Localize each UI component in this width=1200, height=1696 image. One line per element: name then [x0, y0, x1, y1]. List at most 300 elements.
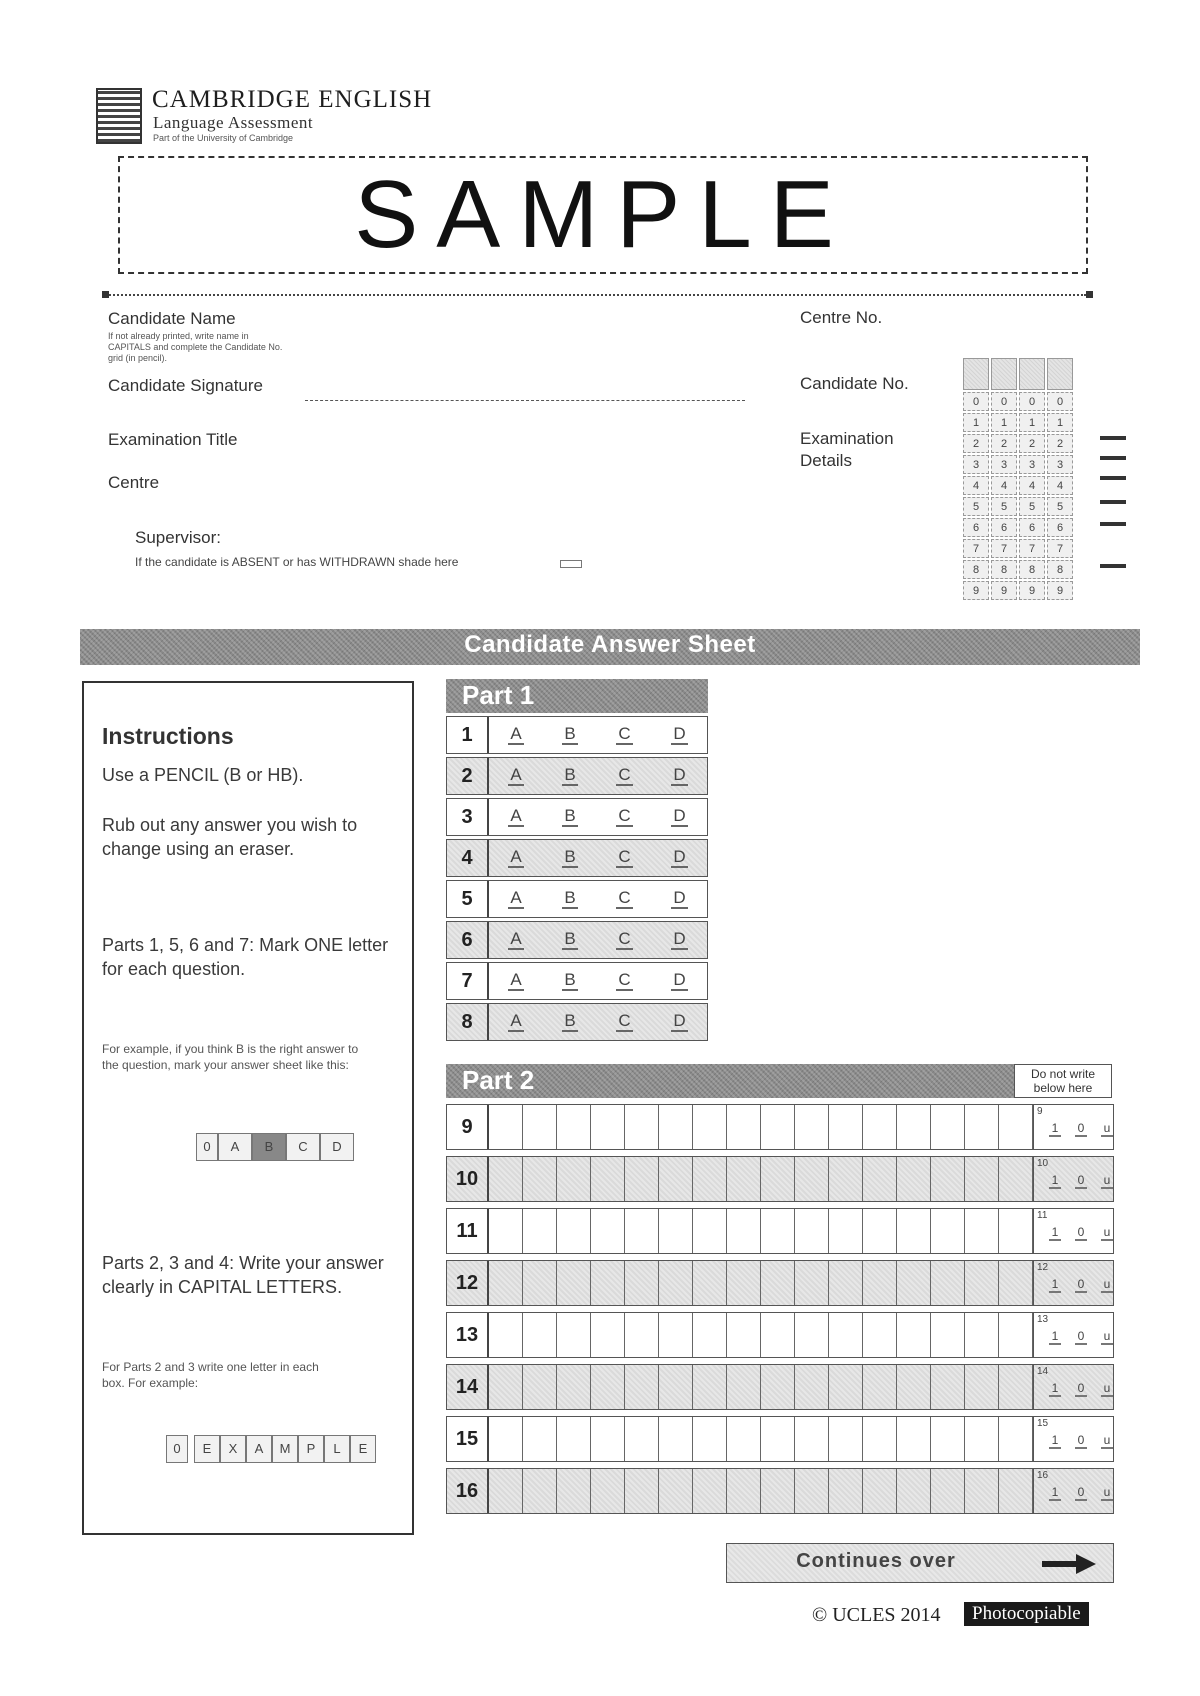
timing-mark	[1100, 476, 1126, 480]
letter-box[interactable]	[931, 1261, 965, 1305]
examiner-mark-area	[1033, 1209, 1124, 1253]
candidate-digit-bubble[interactable]: 4	[991, 476, 1017, 495]
mark-question-number: 9	[1037, 1106, 1043, 1117]
mark-bubble: 0	[1075, 1277, 1088, 1293]
mark-values	[1042, 1485, 1120, 1501]
letter-box[interactable]	[999, 1209, 1033, 1253]
answer-bubble-c[interactable]: C	[618, 806, 631, 825]
mark-bubble: 1	[1049, 1277, 1062, 1293]
letter-box[interactable]	[727, 1261, 761, 1305]
candidate-digit-bubble[interactable]: 1	[1019, 413, 1045, 432]
letter-box[interactable]	[693, 1417, 727, 1461]
letter-box[interactable]	[625, 1105, 659, 1149]
candidate-digit-bubble[interactable]: 9	[1019, 581, 1045, 600]
letter-boxes	[489, 1469, 1033, 1513]
digit-entry-box[interactable]	[963, 358, 989, 390]
letter-box[interactable]	[829, 1261, 863, 1305]
letter-box[interactable]	[795, 1417, 829, 1461]
letter-box[interactable]	[489, 1105, 523, 1149]
candidate-digit-bubble[interactable]: 0	[1047, 392, 1073, 411]
mark-bubble: u	[1101, 1381, 1114, 1397]
example-option: D	[320, 1133, 354, 1161]
instruction-letter-note: For Parts 2 and 3 write one letter in each box. For example:	[102, 1360, 319, 1390]
candidate-digit-row	[963, 455, 1075, 474]
mark-values	[1042, 1173, 1120, 1189]
letter-box[interactable]	[523, 1365, 557, 1409]
letter-box[interactable]	[761, 1417, 795, 1461]
letter-box[interactable]	[557, 1469, 591, 1513]
copyright-notice: © UCLES 2014	[812, 1604, 941, 1626]
letter-box[interactable]	[659, 1417, 693, 1461]
letter-box[interactable]	[829, 1365, 863, 1409]
question-number: 9	[447, 1105, 489, 1149]
timing-mark	[1100, 436, 1126, 440]
candidate-digit-bubble[interactable]: 4	[963, 476, 989, 495]
mark-question-number: 10	[1037, 1158, 1049, 1169]
letter-box[interactable]	[897, 1157, 931, 1201]
part1-question-row	[446, 962, 708, 1000]
centre-label: Centre	[108, 473, 160, 492]
letter-boxes	[489, 1157, 1033, 1201]
letter-box[interactable]	[523, 1417, 557, 1461]
mark-bubble: u	[1101, 1433, 1114, 1449]
letter-box[interactable]	[489, 1157, 523, 1201]
letter-box[interactable]	[795, 1261, 829, 1305]
instruction-eraser: Rub out any answer you wish to change using an eraser.	[102, 815, 358, 859]
answer-bubble-b[interactable]: B	[564, 724, 576, 743]
candidate-digit-bubble[interactable]: 0	[991, 392, 1017, 411]
answer-bubble-c[interactable]: C	[618, 929, 631, 948]
question-number: 5	[447, 881, 489, 917]
answer-bubble-b[interactable]: B	[564, 765, 576, 784]
answer-bubble-d[interactable]: D	[673, 970, 686, 989]
answer-bubble-d[interactable]: D	[673, 888, 686, 907]
letter-box[interactable]	[523, 1209, 557, 1253]
candidate-digit-bubble[interactable]: 5	[991, 497, 1017, 516]
timing-mark	[1100, 564, 1126, 568]
letter-box[interactable]	[965, 1261, 999, 1305]
letter-box[interactable]	[795, 1157, 829, 1201]
mark-bubble: u	[1101, 1485, 1114, 1501]
part2-question-row	[446, 1416, 1114, 1462]
letter-box[interactable]	[591, 1261, 625, 1305]
letter-box[interactable]	[999, 1365, 1033, 1409]
answer-bubble-c[interactable]: C	[618, 970, 631, 989]
letter-box[interactable]	[863, 1209, 897, 1253]
letter-box[interactable]	[761, 1261, 795, 1305]
answer-bubble-a[interactable]: A	[510, 847, 522, 866]
answer-bubble-b[interactable]: B	[564, 806, 576, 825]
letter-box[interactable]	[863, 1105, 897, 1149]
org-subtitle: Language Assessment	[153, 113, 314, 132]
letter-box[interactable]	[557, 1157, 591, 1201]
candidate-digit-bubble[interactable]: 3	[1047, 455, 1073, 474]
answer-options	[489, 840, 707, 876]
letter-box[interactable]	[965, 1209, 999, 1253]
letter-box[interactable]	[693, 1469, 727, 1513]
letter-box[interactable]	[863, 1365, 897, 1409]
letter-box[interactable]	[897, 1261, 931, 1305]
candidate-digit-bubble[interactable]: 2	[963, 434, 989, 453]
letter-box[interactable]	[897, 1105, 931, 1149]
letter-box[interactable]	[931, 1105, 965, 1149]
instructions-panel	[82, 681, 414, 1535]
candidate-digit-bubble[interactable]: 5	[1047, 497, 1073, 516]
candidate-digit-bubble[interactable]: 8	[1019, 560, 1045, 579]
mark-bubble: u	[1101, 1173, 1114, 1189]
letter-box[interactable]	[659, 1469, 693, 1513]
candidate-digit-bubble[interactable]: 7	[1047, 539, 1073, 558]
mark-question-number: 14	[1037, 1366, 1049, 1377]
letter-box[interactable]	[761, 1209, 795, 1253]
letter-box[interactable]	[829, 1105, 863, 1149]
candidate-digit-bubble[interactable]: 0	[963, 392, 989, 411]
letter-box[interactable]	[897, 1417, 931, 1461]
mark-values	[1042, 1121, 1120, 1137]
letter-box[interactable]	[625, 1365, 659, 1409]
letter-box[interactable]	[863, 1261, 897, 1305]
letter-box[interactable]	[863, 1417, 897, 1461]
candidate-digit-bubble[interactable]: 1	[1047, 413, 1073, 432]
part2-question-row	[446, 1156, 1114, 1202]
letter-box[interactable]	[999, 1105, 1033, 1149]
candidate-digit-bubble[interactable]: 7	[1019, 539, 1045, 558]
letter-box[interactable]	[727, 1313, 761, 1357]
mark-bubble: 0	[1075, 1329, 1088, 1345]
letter-box[interactable]	[659, 1157, 693, 1201]
mark-question-number: 16	[1037, 1470, 1049, 1481]
mark-bubble: 0	[1075, 1433, 1088, 1449]
part2-question-row	[446, 1468, 1114, 1514]
candidate-digit-bubble[interactable]: 6	[963, 518, 989, 537]
answer-bubble-a[interactable]: A	[510, 724, 522, 743]
letter-box[interactable]	[863, 1469, 897, 1513]
letter-box[interactable]	[931, 1469, 965, 1513]
candidate-digit-bubble[interactable]: 2	[991, 434, 1017, 453]
candidate-digit-bubble[interactable]: 4	[1019, 476, 1045, 495]
letter-box[interactable]	[761, 1365, 795, 1409]
letter-box[interactable]	[625, 1261, 659, 1305]
mark-bubble: u	[1101, 1225, 1114, 1241]
mark-bubble: 1	[1049, 1381, 1062, 1397]
letter-box[interactable]	[727, 1417, 761, 1461]
letter-box[interactable]	[897, 1469, 931, 1513]
answer-bubble-b[interactable]: B	[564, 970, 576, 989]
candidate-digit-bubble[interactable]: 1	[963, 413, 989, 432]
letter-box[interactable]	[727, 1209, 761, 1253]
mark-question-number: 15	[1037, 1418, 1049, 1429]
answer-bubble-a[interactable]: A	[510, 765, 522, 784]
candidate-digit-bubble[interactable]: 3	[991, 455, 1017, 474]
question-number: 2	[447, 758, 489, 794]
letter-box[interactable]	[489, 1365, 523, 1409]
mark-bubble: u	[1101, 1121, 1114, 1137]
letter-box[interactable]	[591, 1105, 625, 1149]
candidate-digit-bubble[interactable]: 8	[1047, 560, 1073, 579]
candidate-digit-bubble[interactable]: 2	[1019, 434, 1045, 453]
part1-question-row	[446, 839, 708, 877]
candidate-digit-bubble[interactable]: 7	[991, 539, 1017, 558]
letter-box[interactable]	[795, 1365, 829, 1409]
answer-bubble-d[interactable]: D	[673, 724, 686, 743]
candidate-digit-bubble[interactable]: 7	[963, 539, 989, 558]
letter-box[interactable]	[727, 1469, 761, 1513]
candidate-digit-bubble[interactable]: 0	[1019, 392, 1045, 411]
letter-box[interactable]	[523, 1469, 557, 1513]
letter-box[interactable]	[761, 1313, 795, 1357]
letter-box[interactable]	[863, 1157, 897, 1201]
letter-box[interactable]	[557, 1313, 591, 1357]
candidate-number-entry[interactable]	[963, 358, 1075, 390]
candidate-number-grid	[963, 358, 1075, 600]
absent-note: If the candidate is ABSENT or has WITHDRAWN shade here	[135, 555, 459, 569]
letter-box[interactable]	[523, 1313, 557, 1357]
digit-entry-box[interactable]	[1019, 358, 1045, 390]
candidate-digit-bubble[interactable]: 6	[991, 518, 1017, 537]
candidate-digit-bubble[interactable]: 3	[963, 455, 989, 474]
letter-box[interactable]	[829, 1209, 863, 1253]
letter-box[interactable]	[591, 1469, 625, 1513]
candidate-digit-bubble[interactable]: 3	[1019, 455, 1045, 474]
candidate-digit-bubble[interactable]: 2	[1047, 434, 1073, 453]
example-letter: P	[298, 1435, 324, 1463]
candidate-digit-bubble[interactable]: 6	[1019, 518, 1045, 537]
letter-box[interactable]	[591, 1313, 625, 1357]
candidate-digit-bubble[interactable]: 1	[991, 413, 1017, 432]
letter-box[interactable]	[625, 1157, 659, 1201]
letter-box[interactable]	[931, 1417, 965, 1461]
mark-bubble: u	[1101, 1329, 1114, 1345]
letter-box[interactable]	[965, 1469, 999, 1513]
instruction-parts-234: Parts 2, 3 and 4: Write your answer clearly in CAPITAL LETTERS.	[102, 1253, 384, 1297]
letter-box[interactable]	[965, 1105, 999, 1149]
part2-question-row	[446, 1104, 1114, 1150]
mark-values	[1042, 1277, 1120, 1293]
question-number: 6	[447, 922, 489, 958]
letter-box[interactable]	[931, 1209, 965, 1253]
letter-box[interactable]	[489, 1261, 523, 1305]
letter-box[interactable]	[897, 1365, 931, 1409]
letter-box[interactable]	[999, 1469, 1033, 1513]
example-letter: A	[246, 1435, 272, 1463]
answer-bubble-c[interactable]: C	[618, 888, 631, 907]
answer-bubble-c[interactable]: C	[618, 1011, 631, 1030]
answer-bubble-c[interactable]: C	[618, 847, 631, 866]
answer-bubble-c[interactable]: C	[618, 765, 631, 784]
absent-shade-box[interactable]	[560, 560, 582, 568]
answer-options	[489, 799, 707, 835]
question-number: 8	[447, 1004, 489, 1040]
letter-box[interactable]	[999, 1417, 1033, 1461]
mark-bubble: 0	[1075, 1485, 1088, 1501]
letter-box[interactable]	[591, 1209, 625, 1253]
question-number: 4	[447, 840, 489, 876]
letter-box[interactable]	[829, 1469, 863, 1513]
letter-box[interactable]	[625, 1469, 659, 1513]
part1-question-row	[446, 757, 708, 795]
letter-box[interactable]	[523, 1105, 557, 1149]
timing-mark	[102, 291, 109, 298]
answer-bubble-a[interactable]: A	[510, 970, 522, 989]
letter-box[interactable]	[863, 1313, 897, 1357]
letter-box[interactable]	[897, 1313, 931, 1357]
letter-box[interactable]	[625, 1313, 659, 1357]
letter-box[interactable]	[999, 1157, 1033, 1201]
letter-box[interactable]	[931, 1157, 965, 1201]
example-letter: L	[324, 1435, 350, 1463]
letter-box[interactable]	[489, 1469, 523, 1513]
letter-box[interactable]	[693, 1209, 727, 1253]
continues-over-label: Continues over	[796, 1550, 956, 1572]
letter-box[interactable]	[557, 1417, 591, 1461]
digit-entry-box[interactable]	[991, 358, 1017, 390]
letter-box[interactable]	[829, 1157, 863, 1201]
signature-line[interactable]	[305, 400, 745, 401]
candidate-digit-bubble[interactable]: 8	[963, 560, 989, 579]
part1-question-row	[446, 921, 708, 959]
letter-box[interactable]	[591, 1157, 625, 1201]
answer-bubble-c[interactable]: C	[618, 724, 631, 743]
letter-box[interactable]	[659, 1209, 693, 1253]
letter-boxes	[489, 1105, 1033, 1149]
letter-box[interactable]	[659, 1365, 693, 1409]
answer-bubble-d[interactable]: D	[673, 1011, 686, 1030]
part2-question-row	[446, 1312, 1114, 1358]
candidate-digit-row	[963, 413, 1075, 432]
timing-mark	[1100, 500, 1126, 504]
letter-box[interactable]	[795, 1209, 829, 1253]
letter-box[interactable]	[795, 1469, 829, 1513]
candidate-digit-row	[963, 497, 1075, 516]
letter-box[interactable]	[999, 1313, 1033, 1357]
letter-box[interactable]	[489, 1209, 523, 1253]
example-option: B	[252, 1133, 286, 1161]
letter-box[interactable]	[965, 1157, 999, 1201]
letter-box[interactable]	[761, 1469, 795, 1513]
letter-box[interactable]	[761, 1157, 795, 1201]
letter-box[interactable]	[523, 1261, 557, 1305]
candidate-digit-bubble[interactable]: 9	[963, 581, 989, 600]
centre-no-label: Centre No.	[800, 308, 883, 327]
candidate-digit-bubble[interactable]: 6	[1047, 518, 1073, 537]
letter-box[interactable]	[625, 1209, 659, 1253]
letter-box[interactable]	[829, 1417, 863, 1461]
letter-box[interactable]	[557, 1209, 591, 1253]
example-option: C	[286, 1133, 320, 1161]
candidate-digit-bubble[interactable]: 9	[991, 581, 1017, 600]
letter-box[interactable]	[897, 1209, 931, 1253]
instruction-parts-1567: Parts 1, 5, 6 and 7: Mark ONE letter for each question.	[102, 935, 389, 979]
letter-box[interactable]	[999, 1261, 1033, 1305]
letter-box[interactable]	[489, 1417, 523, 1461]
letter-box[interactable]	[727, 1105, 761, 1149]
candidate-digit-bubble[interactable]: 8	[991, 560, 1017, 579]
answer-bubble-a[interactable]: A	[510, 888, 522, 907]
examiner-mark-area	[1033, 1261, 1124, 1305]
letter-box[interactable]	[659, 1261, 693, 1305]
letter-box[interactable]	[591, 1365, 625, 1409]
question-number: 14	[447, 1365, 489, 1409]
part1-question-row	[446, 798, 708, 836]
answer-bubble-a[interactable]: A	[510, 929, 522, 948]
letter-box[interactable]	[489, 1313, 523, 1357]
candidate-digit-row	[963, 434, 1075, 453]
letter-box[interactable]	[523, 1157, 557, 1201]
letter-box[interactable]	[659, 1105, 693, 1149]
part2-header	[446, 1064, 1014, 1098]
letter-box[interactable]	[965, 1313, 999, 1357]
letter-box[interactable]	[693, 1261, 727, 1305]
letter-box[interactable]	[659, 1313, 693, 1357]
part2-title: Part 2	[462, 1065, 535, 1095]
divider-rule	[106, 294, 1086, 296]
answer-options	[489, 963, 707, 999]
letter-box[interactable]	[557, 1105, 591, 1149]
question-number: 16	[447, 1469, 489, 1513]
candidate-digit-row	[963, 560, 1075, 579]
answer-bubble-d[interactable]: D	[673, 765, 686, 784]
candidate-digit-bubble[interactable]: 5	[1019, 497, 1045, 516]
candidate-digit-row	[963, 392, 1075, 411]
letter-box[interactable]	[591, 1417, 625, 1461]
letter-box[interactable]	[829, 1313, 863, 1357]
answer-bubble-a[interactable]: A	[510, 806, 522, 825]
examiner-mark-area	[1033, 1469, 1124, 1513]
answer-bubble-d[interactable]: D	[673, 847, 686, 866]
candidate-no-label: Candidate No.	[800, 374, 909, 393]
letter-box[interactable]	[965, 1365, 999, 1409]
example-letter: M	[272, 1435, 298, 1463]
letter-box[interactable]	[693, 1157, 727, 1201]
letter-box[interactable]	[693, 1313, 727, 1357]
question-number: 7	[447, 963, 489, 999]
mark-bubble: 1	[1049, 1433, 1062, 1449]
answer-bubble-b[interactable]: B	[564, 888, 576, 907]
answer-bubble-a[interactable]: A	[510, 1011, 522, 1030]
answer-bubble-b[interactable]: B	[564, 847, 576, 866]
letter-box[interactable]	[727, 1365, 761, 1409]
letter-box[interactable]	[931, 1313, 965, 1357]
answer-bubble-d[interactable]: D	[673, 806, 686, 825]
letter-box[interactable]	[795, 1105, 829, 1149]
letter-box[interactable]	[625, 1417, 659, 1461]
answer-bubble-d[interactable]: D	[673, 929, 686, 948]
letter-box[interactable]	[693, 1365, 727, 1409]
answer-bubble-b[interactable]: B	[564, 1011, 576, 1030]
candidate-digit-bubble[interactable]: 4	[1047, 476, 1073, 495]
instructions-heading: Instructions	[102, 723, 234, 749]
mark-bubble: u	[1101, 1277, 1114, 1293]
digit-entry-box[interactable]	[1047, 358, 1073, 390]
examiner-mark-area	[1033, 1365, 1124, 1409]
mark-values	[1042, 1433, 1120, 1449]
examiner-mark-area	[1033, 1157, 1124, 1201]
examiner-mark-area	[1033, 1313, 1124, 1357]
candidate-digit-bubble[interactable]: 9	[1047, 581, 1073, 600]
letter-box[interactable]	[761, 1105, 795, 1149]
answer-bubble-b[interactable]: B	[564, 929, 576, 948]
letter-box[interactable]	[557, 1261, 591, 1305]
letter-box[interactable]	[965, 1417, 999, 1461]
letter-box[interactable]	[727, 1157, 761, 1201]
examiner-mark-area	[1033, 1417, 1124, 1461]
letter-box[interactable]	[931, 1365, 965, 1409]
answer-sheet-title: Candidate Answer Sheet	[464, 631, 756, 658]
letter-box[interactable]	[557, 1365, 591, 1409]
letter-box[interactable]	[795, 1313, 829, 1357]
letter-box[interactable]	[693, 1105, 727, 1149]
candidate-digit-bubble[interactable]: 5	[963, 497, 989, 516]
